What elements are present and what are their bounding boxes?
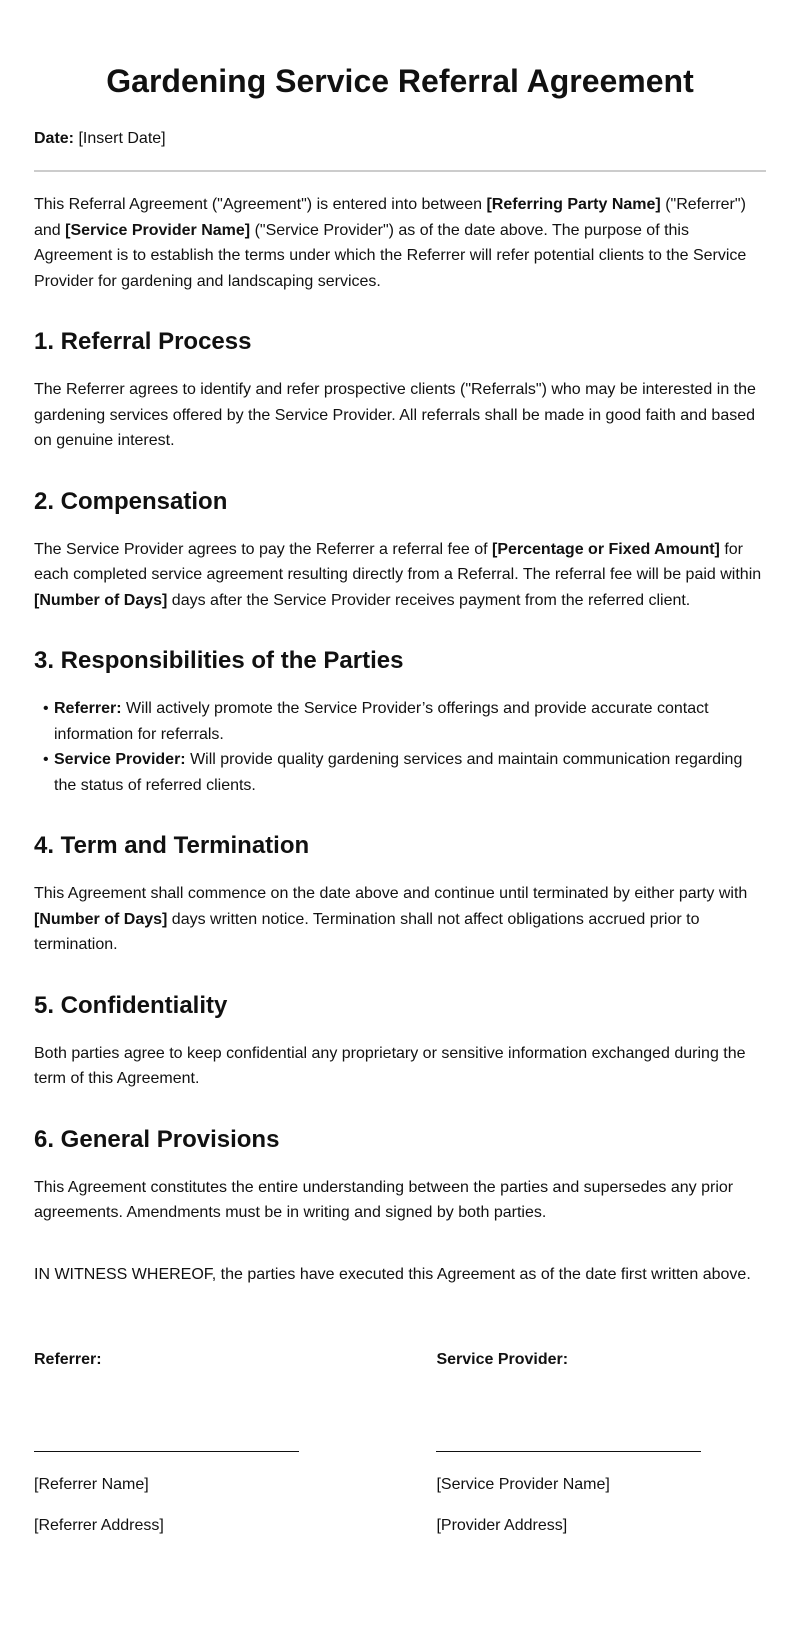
section-text: The Referrer agrees to identify and refer prospective clients ("Referrals") who may be interested in the gardening services offered by the Service Provider. All referrals shall be made in good faith and based on genuine interest. (34, 381, 756, 449)
section-text (34, 537, 766, 614)
section-term-termination (34, 832, 766, 958)
responsibilities-list (34, 696, 766, 798)
section-text-part: days written notice. Termination shall not affect obligations accrued prior to termination. (34, 910, 700, 953)
witness-statement: IN WITNESS WHEREOF, the parties have executed this Agreement as of the date first written above. (34, 1265, 751, 1283)
referrer-signature (34, 1350, 436, 1536)
days-placeholder: [Number of Days] (34, 910, 168, 928)
section-general-provisions (34, 1126, 766, 1226)
section-heading: 4. Term and Termination (34, 832, 310, 859)
header-divider (34, 170, 766, 172)
provider-signature (436, 1350, 766, 1536)
days-placeholder: [Number of Days] (34, 591, 168, 609)
signature-line (34, 1451, 299, 1452)
list-item-label: Referrer: (54, 700, 122, 717)
date-line (34, 129, 766, 149)
intro-text: This Referral Agreement ("Agreement") is entered into between (34, 196, 487, 213)
section-referral-process (34, 328, 766, 454)
signer-address: [Provider Address] (436, 1517, 568, 1534)
section-heading: 3. Responsibilities of the Parties (34, 647, 404, 674)
signer-address: [Referrer Address] (34, 1517, 164, 1534)
list-item (43, 747, 766, 798)
section-text (34, 881, 766, 958)
service-provider-placeholder: [Service Provider Name] (65, 221, 251, 239)
section-heading: 2. Compensation (34, 487, 228, 515)
intro-paragraph (34, 192, 766, 294)
date-label: Date: (34, 130, 75, 147)
signature-line (436, 1451, 701, 1452)
signer-name: [Service Provider Name] (436, 1476, 610, 1493)
list-item-text: Will actively promote the Service Provider’s offerings and provide accurate contact information for referrals. (54, 700, 709, 743)
fee-placeholder: [Percentage or Fixed Amount] (492, 540, 720, 558)
list-item (43, 696, 766, 747)
section-heading: 1. Referral Process (34, 328, 252, 355)
document-title: Gardening Service Referral Agreement (106, 63, 694, 99)
signature-block (34, 1350, 766, 1536)
section-confidentiality (34, 992, 766, 1092)
date-value: [Insert Date] (74, 130, 166, 147)
referring-party-placeholder: [Referring Party Name] (486, 196, 661, 213)
section-responsibilities (34, 647, 766, 798)
section-text: Both parties agree to keep confidential any proprietary or sensitive information exchanged during the term of this Agreement. (34, 1044, 746, 1087)
section-text-part: This Agreement shall commence on the date above and continue until terminated by either party with (34, 885, 748, 902)
intro-text: ("Referrer") and (34, 196, 746, 239)
signature-label: Referrer: (34, 1351, 102, 1368)
bullet-icon: • (43, 700, 49, 717)
signature-label: Service Provider: (436, 1351, 569, 1368)
list-item-label: Service Provider: (54, 751, 186, 768)
section-heading: 6. General Provisions (34, 1125, 280, 1153)
section-text-part: for each completed service agreement resulting directly from a Referral. The referral fee will be paid within (34, 540, 762, 583)
section-text: This Agreement constitutes the entire understanding between the parties and supersedes any prior agreements. Amendments must be in writing and signed by both parties. (34, 1178, 734, 1221)
section-compensation (34, 488, 766, 614)
intro-text: ("Service Provider") as of the date above. The purpose of this Agreement is to establish the terms under which the Referrer will refer potential clients to the Service Provider for gardening and landscaping services. (34, 221, 747, 290)
signer-name: [Referrer Name] (34, 1476, 149, 1493)
section-text-part: days after the Service Provider receives payment from the referred client. (167, 591, 691, 609)
section-text-part: The Service Provider agrees to pay the Referrer a referral fee of (34, 540, 492, 558)
bullet-icon: • (43, 751, 49, 768)
section-heading: 5. Confidentiality (34, 991, 228, 1019)
list-item-text: Will provide quality gardening services and maintain communication regarding the status of referred clients. (54, 751, 743, 794)
